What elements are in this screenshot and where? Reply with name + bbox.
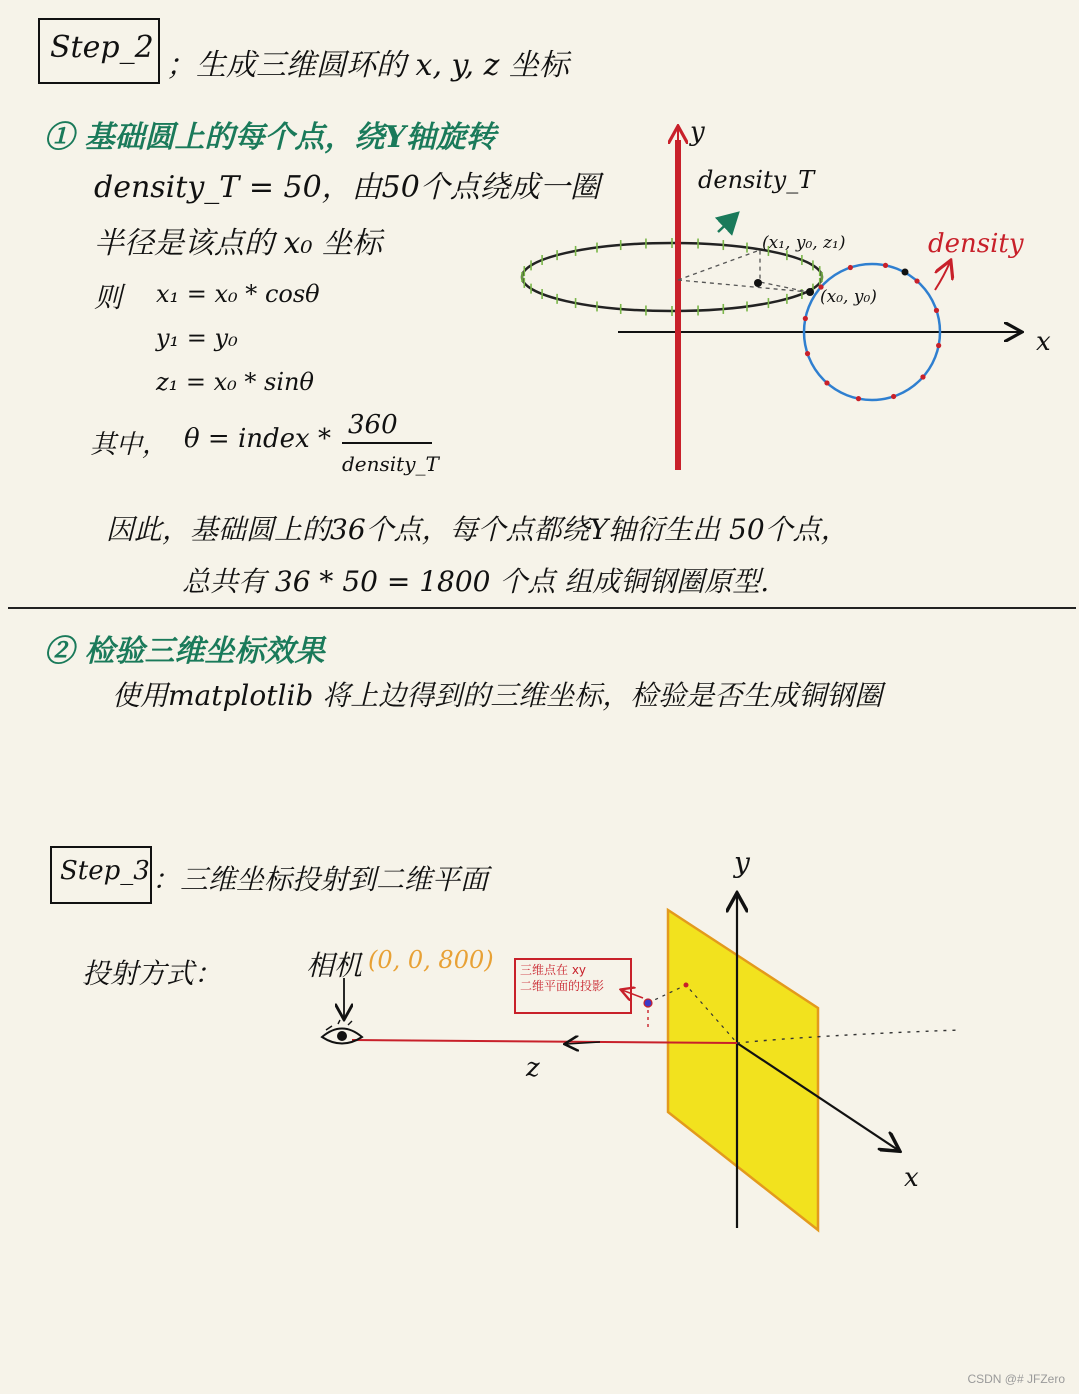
diagram1-x-label: x bbox=[1036, 327, 1051, 357]
projected-point bbox=[644, 999, 652, 1007]
camera-label: 相机 bbox=[306, 949, 363, 982]
watermark: CSDN @# JFZero bbox=[967, 1372, 1065, 1386]
density-label: density bbox=[928, 229, 1024, 259]
diagram2-z-label: z bbox=[526, 1053, 540, 1083]
rotation-ellipse bbox=[522, 243, 822, 311]
equation-x1: x₁ = x₀ * cosθ bbox=[156, 280, 320, 308]
diagram2-y-label: y bbox=[734, 846, 750, 879]
projection-note-line1: 三维点在 xy bbox=[520, 963, 587, 977]
theta-equation: θ = index * bbox=[184, 424, 331, 454]
step2-label: Step_2 bbox=[50, 30, 154, 65]
point-x1 bbox=[754, 279, 762, 287]
eye-icon bbox=[322, 1020, 362, 1044]
section2-heading: ② 检验三维坐标效果 bbox=[44, 634, 325, 669]
circle-point bbox=[824, 380, 829, 385]
camera-coords: (0, 0, 800) bbox=[368, 946, 494, 974]
diagram1-y-label: y bbox=[690, 117, 705, 147]
circle-point bbox=[805, 351, 810, 356]
section1-line2: 半径是该点的 x₀ 坐标 bbox=[94, 226, 383, 261]
step2-title: ；生成三维圆环的 x, y, z 坐标 bbox=[166, 48, 569, 83]
projection-label: 投射方式： bbox=[82, 957, 223, 990]
equation-y1: y₁ = y₀ bbox=[156, 324, 238, 352]
circle-point bbox=[936, 343, 941, 348]
circle-point bbox=[920, 374, 925, 379]
fraction-numerator: 360 bbox=[348, 410, 398, 440]
circle-point bbox=[883, 263, 888, 268]
conclusion-line1: 因此，基础圆上的36个点，每个点都绕Y轴衍生出 50个点， bbox=[106, 513, 849, 546]
point0-label: (x₀, y₀) bbox=[820, 287, 877, 307]
conclusion-line2: 总共有 36 * 50 = 1800 个点 组成铜钢圈原型. bbox=[182, 565, 770, 598]
section2-body: 使用matplotlib 将上边得到的三维坐标，检验是否生成铜钢圈 bbox=[112, 679, 883, 712]
section1-line1: density_T = 50，由50个点绕成一圈 bbox=[94, 170, 600, 205]
point1-label: (x₁, y₀, z₁) bbox=[762, 233, 846, 253]
circle-point bbox=[856, 396, 861, 401]
note-arrow bbox=[622, 990, 643, 998]
point-x0 bbox=[806, 288, 814, 296]
projection-plane bbox=[668, 910, 818, 1230]
density-arrow bbox=[935, 262, 950, 290]
then-label: 则 bbox=[94, 281, 123, 314]
projection-diagram bbox=[322, 895, 960, 1230]
equation-z1: z₁ = x₀ * sinθ bbox=[156, 368, 314, 396]
projection-note-line2: 二维平面的投影 bbox=[520, 979, 605, 993]
density-T-arrow bbox=[718, 213, 738, 232]
circle-point bbox=[803, 316, 808, 321]
density-T-label: density_T bbox=[698, 166, 815, 194]
circle-point bbox=[914, 278, 919, 283]
circle-point bbox=[848, 265, 853, 270]
diagram2-x-label: x bbox=[904, 1163, 919, 1193]
circle-point bbox=[934, 308, 939, 313]
fraction-denominator: density_T bbox=[342, 452, 439, 476]
where-label: 其中， bbox=[90, 430, 169, 460]
step3-label: Step_3 bbox=[60, 856, 150, 886]
circle-point bbox=[891, 394, 896, 399]
section1-heading: ① 基础圆上的每个点，绕Y轴旋转 bbox=[44, 120, 496, 155]
step3-title: ：三维坐标投射到二维平面 bbox=[152, 863, 489, 896]
